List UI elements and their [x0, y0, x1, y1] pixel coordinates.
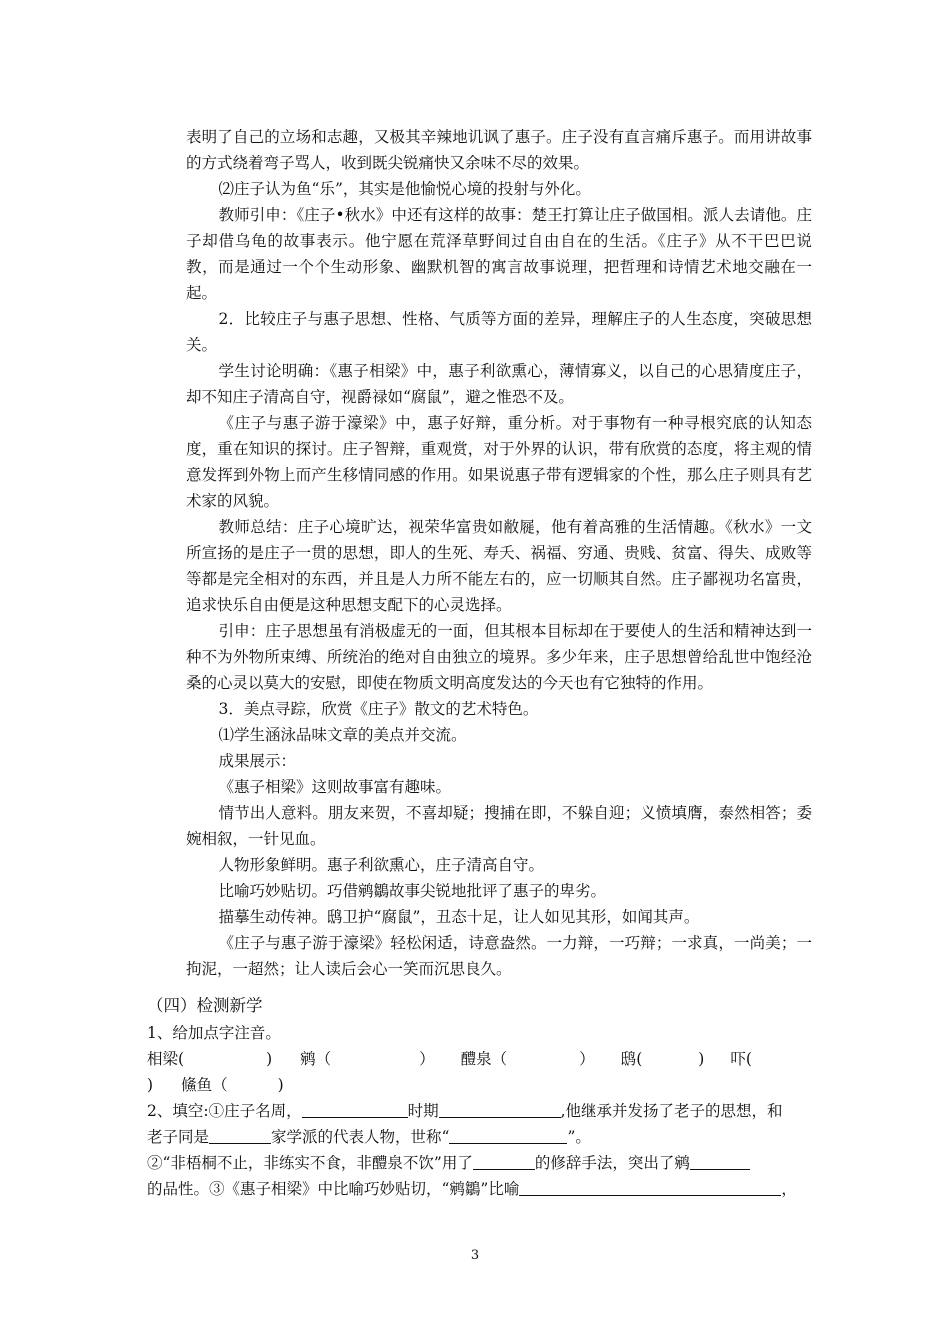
q1-item: 吓( [730, 1050, 752, 1068]
answer-blank[interactable] [449, 1128, 567, 1144]
q1-item: 相梁( [147, 1050, 185, 1068]
paragraph: 比喻巧妙贴切。巧借鹓鶵故事尖锐地批评了惠子的卑劣。 [218, 882, 607, 900]
q1-item: 鸱( [620, 1050, 643, 1068]
answer-blank[interactable] [473, 1154, 535, 1170]
paragraph: 2．比较庄子与惠子思想、性格、气质等方面的差异，理解庄子的人生态度，突破思想关。 [186, 310, 812, 354]
paragraph: 情节出人意料。朋友来贺，不喜却疑；搜捕在即，不躲自迎；义愤填膺，泰然相答；委婉相叙，一针见血。 [186, 804, 812, 848]
paragraph: 3．美点寻踪，欣赏《庄子》散文的艺术特色。 [218, 700, 539, 718]
paragraph: ⑵庄子认为鱼“乐”，其实是他愉悦心境的投射与外化。 [218, 180, 591, 198]
page-number: 3 [470, 1248, 480, 1263]
paragraph: 表明了自己的立场和志趣，又极其辛辣地讥讽了惠子。庄子没有直言痛斥惠子。而用讲故事的方式绕着弯子骂人，收到既尖锐痛快又余味不尽的效果。 [186, 128, 812, 172]
question-2-line4: 的品性。③《惠子相梁》中比喻巧妙贴切，“鹓鶵”比喻 ， [147, 1180, 797, 1198]
paragraph: 人物形象鲜明。惠子利欲熏心，庄子清高自守。 [218, 856, 545, 874]
answer-blank[interactable] [302, 1102, 408, 1118]
exercise-section [147, 992, 809, 1202]
q1-item: 醴泉（ [460, 1050, 508, 1068]
paragraph: 引申：庄子思想虽有消极虚无的一面，但其根本目标却在于要使人的生活和精神达到一种不为外物所束缚、所统治的绝对自由独立的境界。多少年来，庄子思想曾给乱世中饱经沧桑的心灵以莫大的安慰，即使在物质文明高度发达的今天也有它独特的作用。 [186, 622, 812, 692]
question-1-items: 相梁( ) 鹓（ ） 醴泉（ ） 鸱( ) 吓( [147, 1050, 752, 1068]
paragraph: ⑴学生涵泳品味文章的美点并交流。 [218, 726, 467, 744]
paragraph: 教师引申：《庄子•秋水》中还有这样的故事：楚王打算让庄子做国相。派人去请他。庄子却借乌龟的故事表示。他宁愿在荒泽草野间过自由自在的生活。《庄子》从不干巴巴说教，而是通过一个个生动形象、幽默机智的寓言故事说理，把哲理和诗情艺术地交融在一起。 [186, 206, 812, 302]
answer-blank[interactable] [439, 1102, 561, 1118]
paragraph: 《庄子与惠子游于濠梁》中，惠子好辩，重分析。对于事物有一种寻根究底的认知态度，重在知识的探讨。庄子智辩，重观赏，对于外界的认识，带有欣赏的态度，将主观的情意发挥到外物上而产生移情同感的作用。如果说惠子带有逻辑家的个性，那么庄子则具有艺术家的风貌。 [186, 414, 812, 510]
answer-blank[interactable] [690, 1154, 750, 1170]
main-text [186, 124, 812, 982]
paragraph: 学生讨论明确：《惠子相梁》中，惠子利欲熏心，薄情寡义，以自己的心思猜度庄子，却不知庄子清高自守，视爵禄如“腐鼠”，避之惟恐不及。 [186, 362, 812, 406]
answer-blank[interactable] [209, 1128, 271, 1144]
paragraph: 成果展示： [218, 752, 297, 770]
section-heading: （四）检测新学 [147, 996, 263, 1015]
paragraph: 《庄子与惠子游于濠梁》轻松闲适，诗意盎然。一力辩，一巧辩；一求真，一尚美；一拘泥，一超然；让人读后会心一笑而沉思良久。 [186, 934, 812, 978]
paragraph: 描摹生动传神。鸱卫护“腐鼠”，丑态十足，让人如见其形，如闻其声。 [218, 908, 700, 926]
paragraph: 《惠子相梁》这则故事富有趣味。 [218, 778, 452, 796]
q1-item: 鹓（ [300, 1050, 332, 1068]
question-1-title: 1、给加点字注音。 [147, 1024, 281, 1042]
q1-item: 鯈鱼（ [181, 1076, 228, 1094]
answer-blank[interactable] [519, 1180, 781, 1196]
question-1-items-line2: ) 鯈鱼（ ) [147, 1076, 284, 1094]
question-2-line1: 2、填空:①庄子名周， 时期 ,他继承并发扬了老子的思想，和 [147, 1102, 783, 1120]
question-2-line3: ②“非梧桐不止，非练实不食，非醴泉不饮”用了 的修辞手法，突出了鹓 [147, 1150, 809, 1176]
question-2-line2: 老子同是 家学派的代表人物，世称“ ”。 [147, 1128, 591, 1146]
paragraph: 教师总结：庄子心境旷达，视荣华富贵如敝屣，他有着高雅的生活情趣。《秋水》一文所宣扬的是庄子一贯的思想，即人的生死、寿夭、祸福、穷通、贵贱、贫富、得失、成败等等都是完全相对的东西，并且是人力所不能左右的，应一切顺其自然。庄子鄙视功名富贵，追求快乐自由便是这种思想支配下的心灵选择。 [186, 518, 812, 614]
